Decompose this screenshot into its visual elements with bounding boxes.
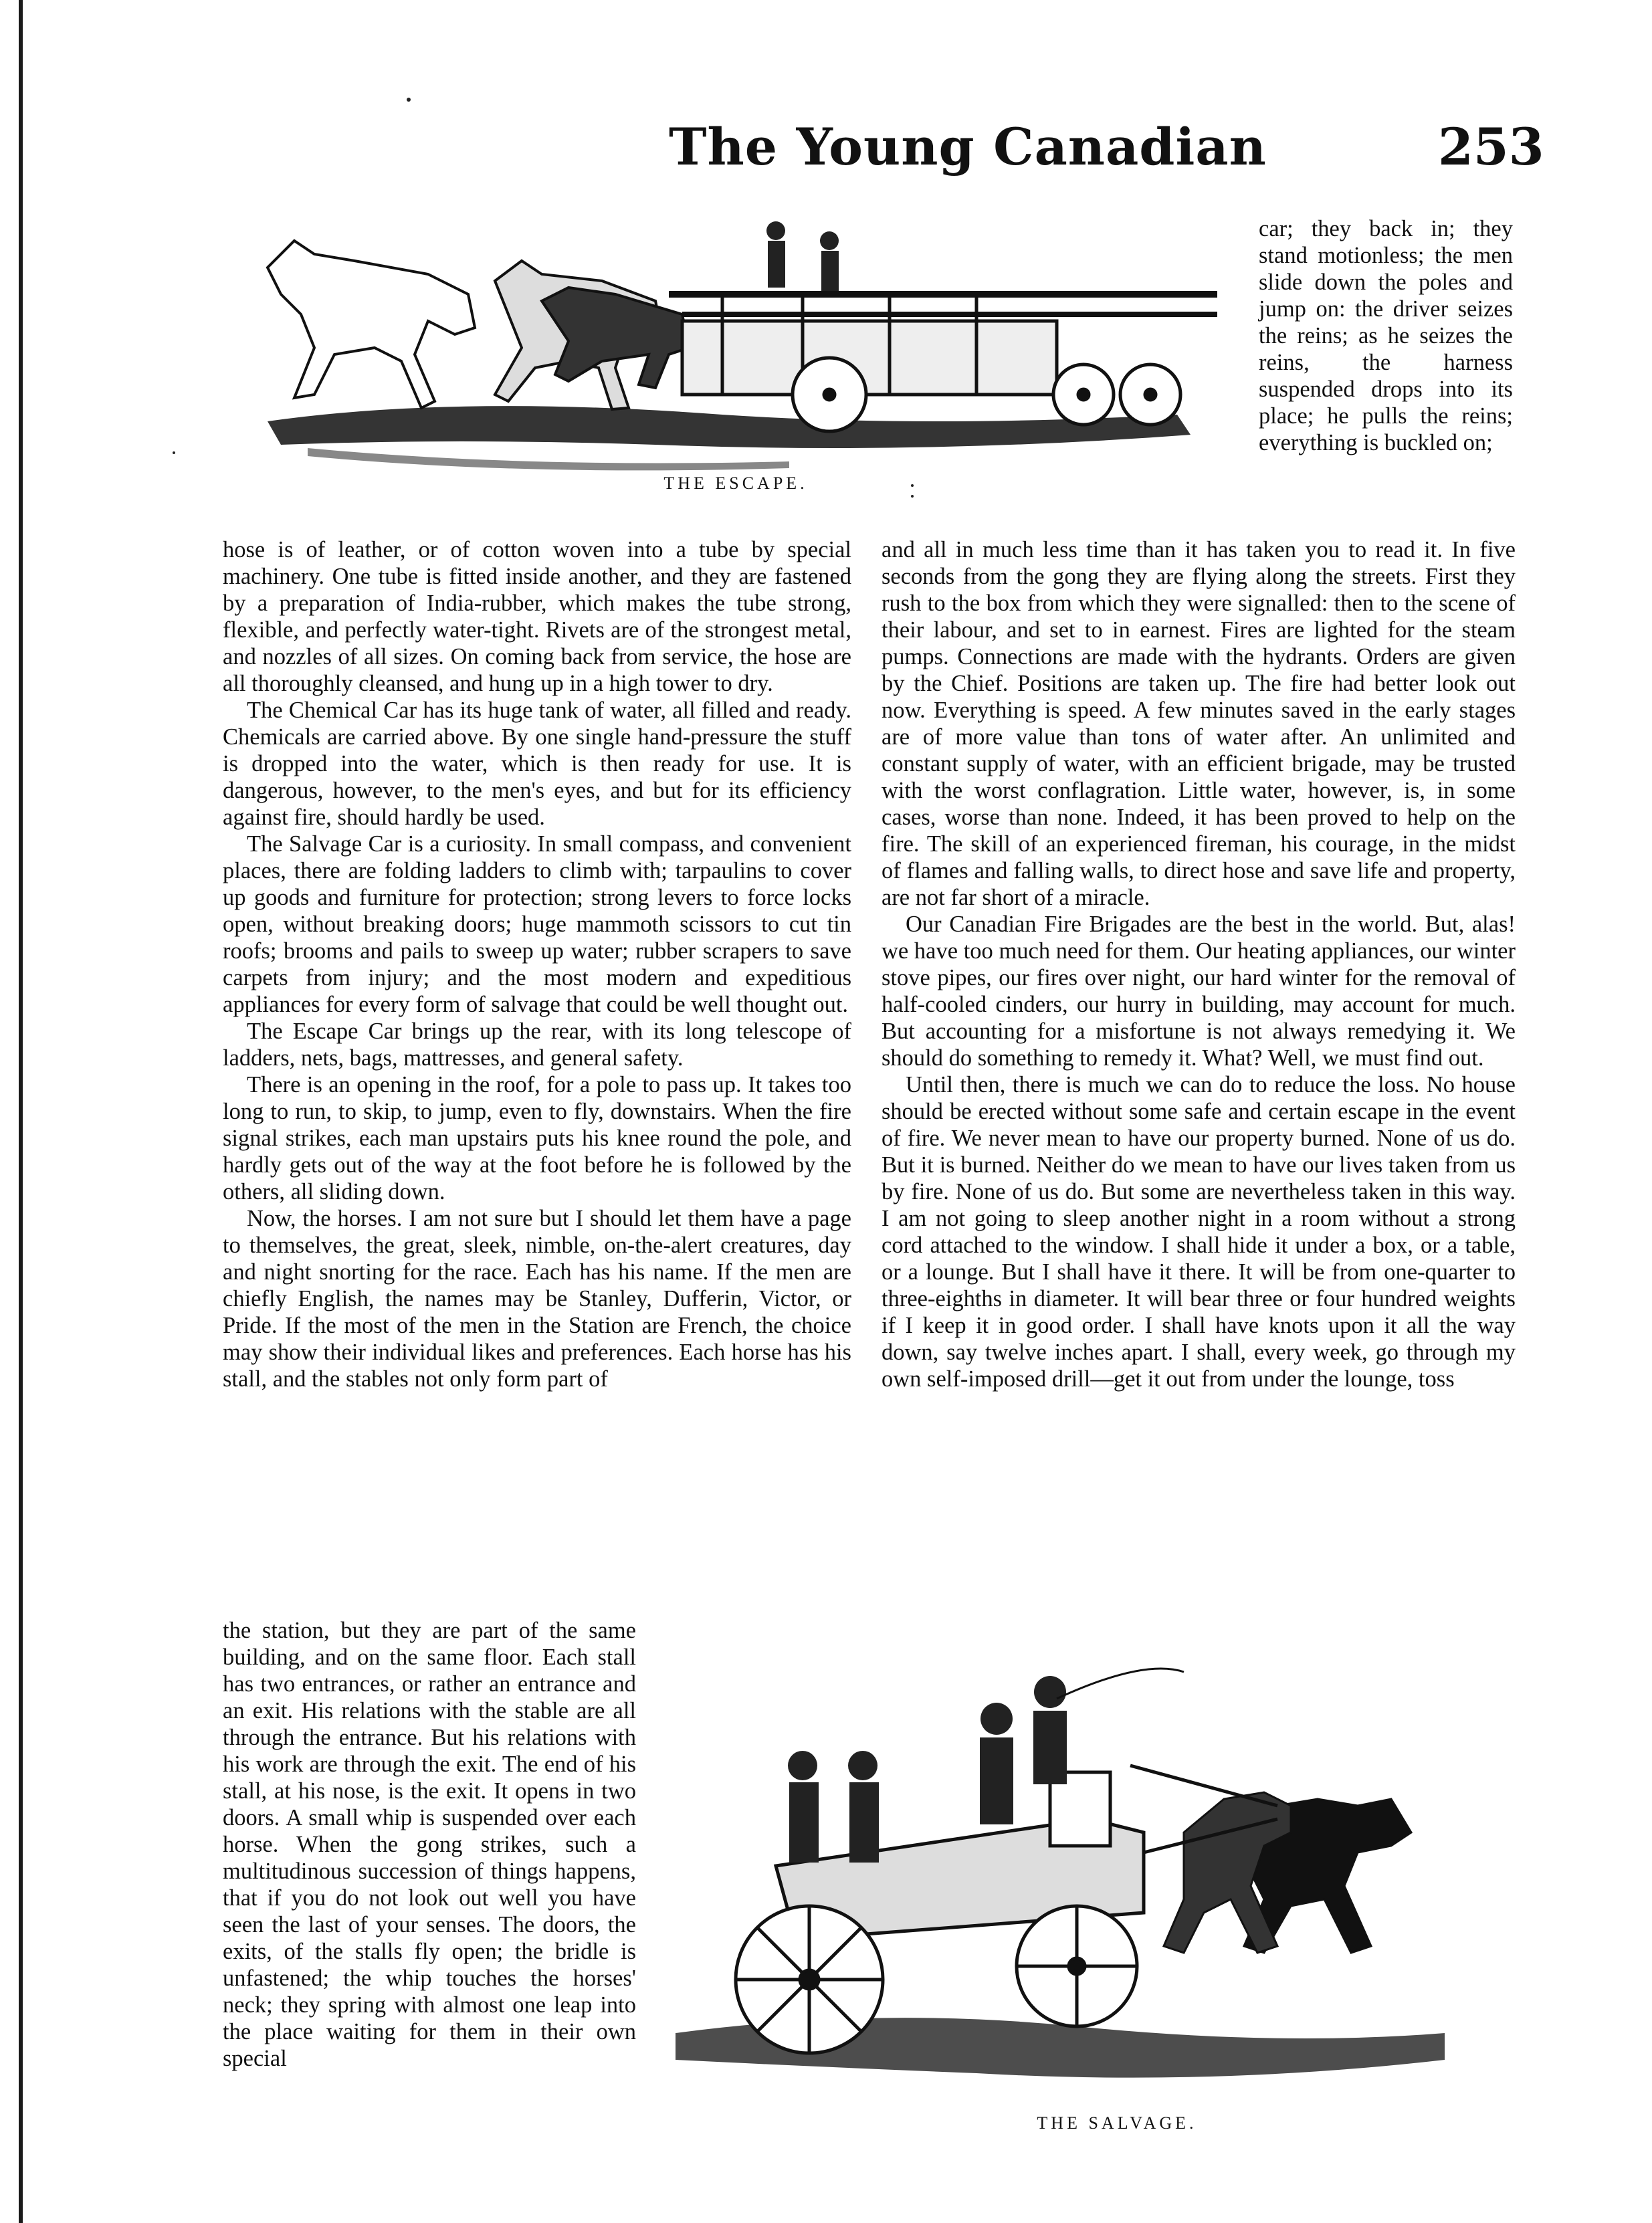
salvage-caption: THE SALVAGE. [1037,2113,1197,2133]
right-paragraph-1: and all in much less time than it has taken you to read it. In five seconds from the gong they are flying along the streets. First they rush to the box from which they were signalled: then to the scene of their labour, and set to in earnest. Fires are lighted for the steam pumps. Connections are made with the hydrants. Orders are given by the Chief. Positions are taken up. The fire had better look out now. Everything is speed. A few minutes saved in the early stages are of more value than tons of water after. An unlimited and constant supply of water, with an efficient brigade, may be trusted with the worst conflagration. Little water, however, is, in some cases, worse than none. Indeed, it has been proved to help on the fire. The skill of an experienced fireman, his courage, in the midst of flames and falling walls, to direct hose and save life and property, are not far short of a miracle. [882,537,1516,910]
top-right-text [1259,215,1513,456]
ink-speck [911,495,914,498]
right-paragraph-2: Our Canadian Fire Brigades are the best in the world. But, alas! we have too much need for them. Our heating appliances, our winter stove pipes, our fires over night, our hard winter for the removal of half-cooled cinders, our hurry in building, may account for much. But accounting for a misfortune is not always remedying it. We should do something to remedy it. What? Well, we must find out. [882,912,1516,1071]
left-paragraph-1: hose is of leather, or of cotton woven into a tube by special machinery. One tube is fitted inside another, and they are fastened by a preparation of India-rubber, which makes the tube strong, flexible, and perfectly water-tight. Rivets are of the strongest metal, and nozzles of all sizes. On coming back from service, the hose are all thoroughly cleansed, and hung up in a high tower to dry. [223,537,851,696]
right-column [882,536,1516,1392]
left-narrow-column [223,1617,636,2072]
escape-illustration [254,214,1244,475]
escape-caption: THE ESCAPE. [663,473,808,493]
horse-team [1164,1792,1411,1953]
salvage-illustration [676,1632,1512,2100]
journal-title: The Young Canadian [669,117,1267,177]
left-narrow-paragraph: the station, but they are part of the same building, and on the same floor. Each stall has two entrances, or rather an entrance and an exit. His relations with the stable are all through the entrance. But his relations with his work are through the exit. The end of his stall, at his nose, is the exit. It opens in two doors. A small whip is suspended over each horse. When the gong strikes, such a multitudinous succession of things happens, that if you do not look out well you have seen the last of your senses. The doors, the exits, of the stalls fly open; the bridle is unfastened; the whip touches the horses' neck; they spring with almost one leap into the place waiting for them in their own special [223,1618,636,2071]
page-number: 253 [1438,117,1544,177]
ink-speck [173,451,175,454]
horse-team [268,241,689,409]
firemen-figures [766,221,839,291]
right-paragraph-3: Until then, there is much we can do to reduce the loss. No house should be erected without some safe and certain escape in the event of fire. We never mean to have our property burned. None of us do. But it is burned. Neither do we mean to have our lives taken from us by fire. None of us do. But some are nevertheless taken in this way. I am not going to sleep another night in a room without a strong cord attached to the window. I shall hide it under a box, or a table, or a lounge. But I shall have it there. It will be from one-quarter to three-eighths in diameter. It will bear three or four hundred weights if I keep it in good order. I shall have knots upon it all the way down, say twelve inches apart. I shall, every week, go through my own self-imposed drill—get it out from under the lounge, toss [882,1072,1516,1392]
left-paragraph-2: The Chemical Car has its huge tank of water, all filled and ready. Chemicals are carried above. By one single hand-pressure the stuff is dropped into the water, which is then ready for use. It is dangerous, however, to the men's eyes, and but for its efficiency against fire, should hardly be used. [223,698,851,830]
whip-line [1057,1669,1184,1699]
left-paragraph-5: There is an opening in the roof, for a pole to pass up. It takes too long to run, to skip, to jump, even to fly, downstairs. When the fire signal strikes, each man upstairs puts his knee round the pole, and hardly gets out of the way at the foot before he is followed by the others, all sliding down. [223,1072,851,1204]
ground-hatching [268,406,1191,470]
page-edge-rule [19,0,23,2223]
escape-wagon [669,294,1217,431]
left-paragraph-3: The Salvage Car is a curiosity. In small compass, and convenient places, there are folding ladders to climb with; tarpaulins to cover up goods and furniture for protection; strong levers to force locks open, without breaking doors; huge mammoth scissors to cut tin roofs; brooms and pails to sweep up water; rubber scrapers to save carpets from injury; and the most modern and expeditious appliances for every form of salvage that could be well thought out. [223,831,851,1017]
top-right-paragraph: car; they back in; they stand motionless; the men slide down the poles and jump on: the driver seizes the reins; as he seizes the reins, the harness suspended drops into its place; he pulls the reins; everything is buckled on; [1259,216,1513,455]
left-paragraph-4: The Escape Car brings up the rear, with its long telescope of ladders, nets, bags, mattresses, and general safety. [223,1019,851,1071]
ink-speck [911,484,914,487]
left-paragraph-6: Now, the horses. I am not sure but I should let them have a page to themselves, the great, sleek, nimble, on-the-alert creatures, day and night snorting for the race. Each has his name. If the men are chiefly English, the names may be Stanley, Dufferin, Victor, or Pride. If the most of the men in the Station are French, the choice may show their individual likes and preferences. Each horse has his stall, and the stables not only form part of [223,1206,851,1392]
left-column [223,536,851,1392]
ink-speck [407,98,411,102]
